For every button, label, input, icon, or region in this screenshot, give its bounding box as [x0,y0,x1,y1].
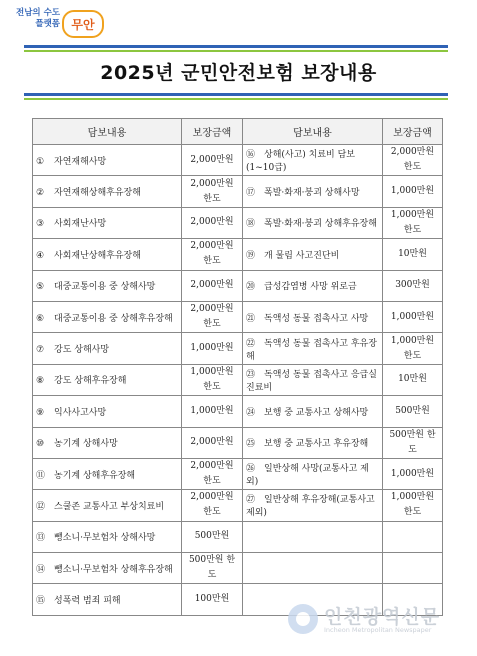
table-row [33,521,443,552]
table-header-row [33,119,443,145]
amount-value: 2,000만원 한도 [190,492,234,518]
item-number: ⑱ [246,219,256,230]
coverage-item-right [243,458,383,489]
table-row [33,207,443,238]
header-amount-right: 보장금액 [383,119,443,145]
coverage-item-right [243,176,383,207]
item-name: 폭발·화재·붕괴 상해사망 [264,188,360,199]
coverage-item-left [33,584,182,615]
item-number: ㉔ [246,407,256,418]
item-name: 자연재해상해후유장해 [54,188,141,199]
item-number: ⑲ [246,250,256,261]
amount-right [383,490,443,521]
table-row [33,301,443,332]
watermark-english: Incheon Metropolitan Newspaper [324,626,432,634]
item-number: ⑩ [36,439,45,450]
item-name: 일반상해 사망(교통사고 제외) [246,464,369,488]
item-name: 뺑소니·무보험차 상해후유장해 [54,564,173,575]
table-row [33,427,443,458]
item-name: 대중교통이용 중 상해사망 [54,282,156,293]
table-row [33,553,443,584]
item-name: 강도 상해후유장해 [54,376,127,387]
amount-left [182,270,243,301]
coverage-item-right [243,301,383,332]
item-number: ⑥ [36,313,45,324]
amount-left [182,521,243,552]
item-number: ④ [36,250,45,261]
amount-right [383,207,443,238]
amount-left [182,427,243,458]
amount-value: 1,000만원 한도 [390,335,435,361]
item-number: ⑦ [36,345,45,356]
amount-value: 1,000만원 [390,311,435,322]
coverage-item-right [243,396,383,427]
item-name: 독액성 동물 접촉사고 응급실 진료비 [246,369,377,393]
table-row [33,270,443,301]
amount-right [383,553,443,584]
item-number: ㉖ [246,464,256,475]
logo-slogan: 전남의 수도 플랫폼 [15,8,60,29]
item-number: ⑯ [246,150,256,161]
item-number: ㉗ [246,495,256,506]
amount-left [182,301,243,332]
amount-value: 500만원 한도 [188,555,236,581]
item-name: 사회재난사망 [54,219,107,230]
coverage-item-right [243,145,383,176]
item-name: 사회재난상해후유장해 [54,250,141,261]
coverage-item-left [33,270,182,301]
table-row [33,364,443,395]
coverage-item-left [33,364,182,395]
item-name: 스쿨존 교통사고 부상치료비 [54,501,165,512]
amount-left [182,396,243,427]
amount-left [182,364,243,395]
coverage-table [32,118,443,616]
item-name: 보행 중 교통사고 후유장해 [264,439,369,450]
title-rule-top-accent [24,50,448,52]
amount-value: 2,000만원 한도 [190,461,234,487]
amount-right [383,458,443,489]
item-name: 상해(사고) 치료비 담보(1~10급) [246,150,355,174]
coverage-item-left [33,176,182,207]
item-number: ⑤ [36,282,45,293]
amount-value: 100만원 [194,594,230,605]
table-row [33,176,443,207]
amount-value: 500만원 한도 [389,429,436,455]
amount-right [383,301,443,332]
amount-value: 1,000만원 한도 [190,366,234,392]
amount-value: 2,000만원 한도 [190,241,234,267]
item-name: 개 물림 사고진단비 [264,250,340,261]
item-number: ㉑ [246,313,256,324]
coverage-item-right [243,553,383,584]
item-name: 대중교통이용 중 상해후유장해 [54,313,173,324]
item-number: ㉓ [246,369,256,380]
item-number: ⑳ [246,282,256,293]
item-name: 일반상해 후유장해(교통사고 제외) [246,495,375,519]
item-name: 폭발·화재·붕괴 상해후유장해 [264,219,377,230]
watermark-logo-icon [288,604,318,634]
amount-value: 2,000만원 한도 [190,304,234,330]
title-rule-bottom [24,93,448,96]
amount-value: 1,000만원 [390,186,435,197]
logo-mark: 무안 [62,10,104,38]
table-row [33,145,443,176]
amount-value: 1,000만원 [390,468,435,479]
coverage-item-left [33,490,182,521]
coverage-item-left [33,458,182,489]
amount-value: 1,000만원 한도 [390,492,435,518]
amount-value: 10만원 [398,248,427,259]
amount-value: 1,000만원 [190,343,234,354]
table-row [33,333,443,364]
item-number: ㉕ [246,439,256,450]
item-name: 익사사고사망 [54,407,107,418]
item-number: ⑮ [36,596,46,607]
amount-right [383,239,443,270]
coverage-item-left [33,145,182,176]
header-coverage-right: 담보내용 [243,119,383,145]
watermark [288,600,468,640]
amount-left [182,490,243,521]
amount-right [383,521,443,552]
coverage-item-left [33,396,182,427]
table-row [33,396,443,427]
amount-value: 2,000만원 한도 [390,147,435,173]
amount-value: 2,000만원 [190,437,234,448]
coverage-item-right [243,427,383,458]
coverage-item-left [33,207,182,238]
amount-right [383,333,443,364]
amount-value: 300만원 [395,280,430,291]
amount-left [182,333,243,364]
table-body [33,145,443,616]
table-row [33,458,443,489]
coverage-item-right [243,521,383,552]
amount-value: 2,000만원 [190,154,234,165]
coverage-item-left [33,553,182,584]
title-rule-bottom-accent [24,98,448,100]
item-number: ⑭ [36,564,46,575]
amount-value: 10만원 [398,374,427,385]
amount-left [182,239,243,270]
item-name: 독액성 동물 접촉사고 후유장해 [246,338,377,362]
amount-right [383,176,443,207]
item-name: 자연재해사망 [54,156,107,167]
amount-right [383,145,443,176]
amount-left [182,553,243,584]
amount-value: 2,000만원 [190,280,234,291]
amount-value: 500만원 [194,531,230,542]
item-number: ③ [36,219,45,230]
watermark-name: 인천광역신문 [324,606,441,628]
amount-left [182,145,243,176]
item-number: ⑰ [246,188,256,199]
item-number: ⑧ [36,376,45,387]
header-amount-left: 보장금액 [182,119,243,145]
coverage-item-right [243,239,383,270]
item-number: ① [36,156,45,167]
table-row [33,490,443,521]
amount-left [182,584,243,615]
amount-right [383,396,443,427]
coverage-item-left [33,521,182,552]
item-name: 독액성 동물 접촉사고 사망 [264,313,369,324]
coverage-item-right [243,490,383,521]
amount-right [383,427,443,458]
item-name: 강도 상해사망 [54,345,110,356]
amount-value: 1,000만원 한도 [390,209,435,235]
coverage-item-right [243,333,383,364]
coverage-item-right [243,364,383,395]
amount-left [182,207,243,238]
item-number: ⑫ [36,501,46,512]
item-name: 급성감염병 사망 위로금 [264,282,357,293]
item-number: ② [36,188,45,199]
header-coverage-left: 담보내용 [33,119,182,145]
amount-value: 1,000만원 [190,405,234,416]
item-name: 뺑소니·무보험차 상해사망 [54,533,156,544]
item-number: ⑬ [36,533,46,544]
amount-value: 500만원 [395,405,430,416]
item-name: 농기계 상해사망 [54,439,118,450]
amount-left [182,176,243,207]
coverage-item-right [243,270,383,301]
item-number: ㉒ [246,338,256,349]
amount-right [383,270,443,301]
item-number: ⑨ [36,407,45,418]
coverage-item-right [243,207,383,238]
coverage-item-left [33,301,182,332]
table-row [33,239,443,270]
title-rule-top [24,45,448,48]
amount-value: 2,000만원 [190,217,234,228]
amount-right [383,364,443,395]
coverage-item-left [33,427,182,458]
item-number: ⑪ [36,470,46,481]
coverage-item-left [33,239,182,270]
logo [12,8,132,42]
amount-value: 2,000만원 한도 [190,178,234,204]
coverage-item-left [33,333,182,364]
item-name: 농기계 상해후유장해 [54,470,136,481]
page-title: 2025년 군민안전보험 보장내용 [100,62,377,84]
amount-left [182,458,243,489]
item-name: 성폭력 범죄 피해 [54,596,121,607]
item-name: 보행 중 교통사고 상해사망 [264,407,369,418]
